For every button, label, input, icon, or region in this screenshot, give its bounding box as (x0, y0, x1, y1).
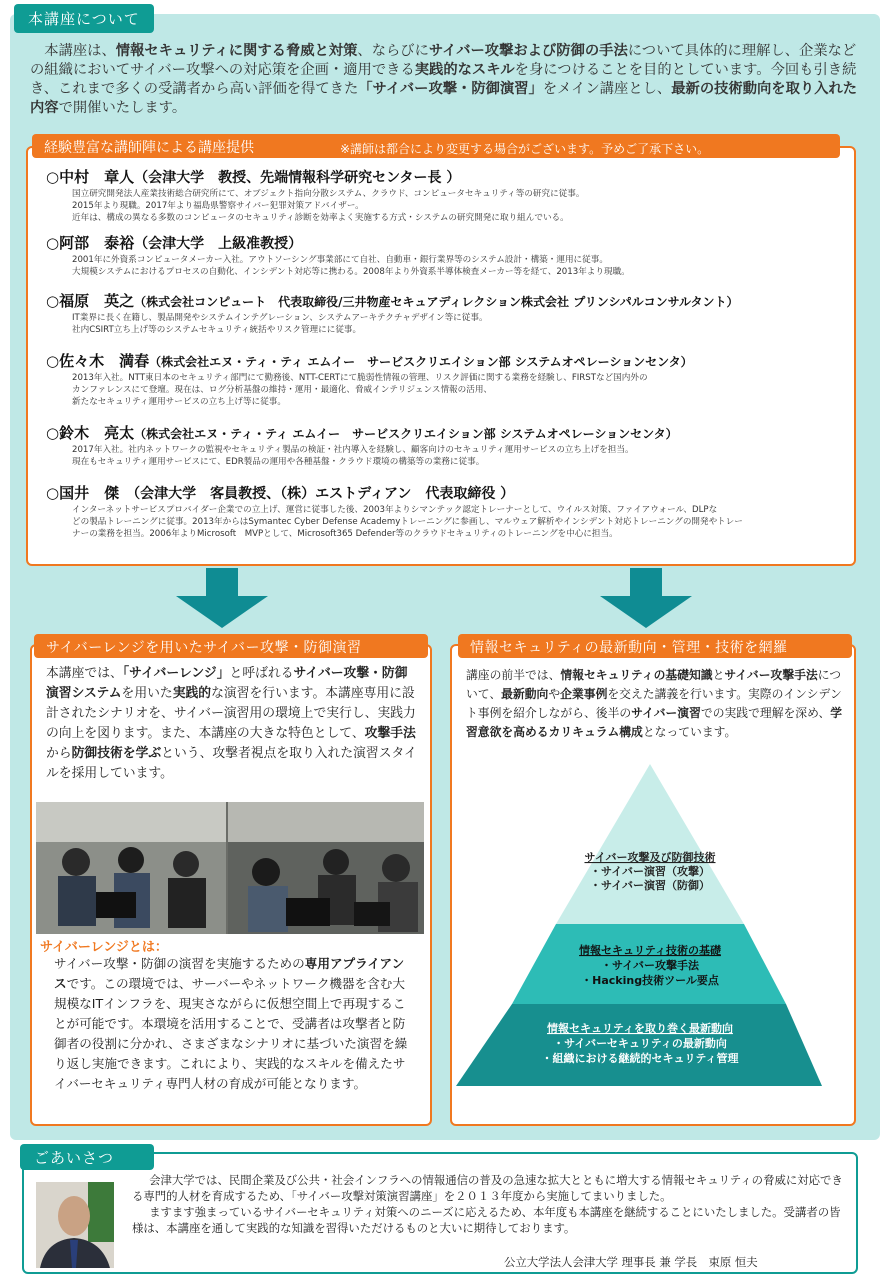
intro-segment: をメイン講座とし、 (542, 81, 672, 97)
about-section-tab: 本講座について (14, 4, 154, 33)
instructor-affiliation: （株式会社エヌ・ティ・ティ エムイー サービスクリエイション部 システムオペレーションセンタ） (149, 355, 693, 369)
trends-body-segment: について、 (466, 668, 842, 701)
range-body-segment: サイバー攻撃・防御演習システム (46, 666, 408, 701)
trends-description (466, 666, 842, 742)
trends-body-segment: や (548, 687, 561, 701)
instructor-name-text: ○中村 章人 (46, 168, 135, 186)
instructor-name-text: ○国井 傑 (46, 484, 120, 502)
pyramid-middle-item-2: ・Hacking技術ツール要点 (581, 974, 719, 987)
intro-segment: 最新の技術動向を取り入れた内容 (30, 81, 858, 116)
pyramid-top-item-2: ・サイバー演習（防御） (589, 879, 711, 892)
instructor-bio-line: 近年は、構成の異なる多数のコンピュータのセキュリティ診断を効率よく実施する方式・システムの研究開発に取り組んでいる。 (72, 213, 569, 223)
trends-body-segment: 講座の前半では、 (466, 668, 561, 682)
instructor-bio-line: 2001年に外資系コンピュータメーカー入社。アウトソーシング事業部にて自社、自動車・銀行業界等のシステム設計・構築・運用に従事。 (72, 255, 608, 265)
instructor-entry (46, 234, 846, 278)
trends-body-segment: 情報セキュリティの基礎知識 (560, 668, 713, 682)
range-body-segment: という、攻撃者視点を取り入れた演習スタイルを採用しています。 (46, 746, 417, 781)
intro-segment: 情報セキュリティに関する脅威と対策 (115, 43, 358, 59)
instructor-affiliation: （会津大学 客員教授、（株）エストディアン 代表取締役 ） (119, 486, 515, 502)
pyramid-top-title: サイバー攻撃及び防御技術 (584, 851, 716, 864)
instructor-name-text: ○阿部 泰裕 (46, 234, 135, 252)
trends-body-segment: 企業事例 (560, 687, 608, 701)
greeting-text (132, 1172, 848, 1236)
instructor-bio-line: IT業界に長く在籍し、製品開発やシステムインテグレーション、システムアーキテクチャデザイン等に従事。 (72, 313, 488, 323)
instructor-bio-line: 現在もセキュリティ運用サービスにて、EDR製品の運用や各種基盤・クラウド環境の構築等の業務に従事。 (72, 457, 485, 467)
training-photo-illustration (36, 802, 424, 934)
range-body-segment: 本講座では、 (46, 666, 123, 681)
pyramid-top-item-1: ・サイバー演習（攻撃） (589, 865, 711, 878)
instructor-affiliation: （株式会社エヌ・ティ・ティ エムイー サービスクリエイション部 システムオペレーションセンタ） (134, 427, 678, 441)
trends-body-segment: となっています。 (642, 725, 737, 739)
greeting-signature: 公立大学法人会津大学 理事長 兼 学長 束原 恒夫 (504, 1255, 758, 1269)
instructor-affiliation: （株式会社コンピュート 代表取締役/三井物産セキュアディレクション株式会社 プリンシパルコンサルタント） (134, 295, 739, 309)
intro-segment: 「サイバー攻撃・防御演習」 (358, 81, 543, 97)
range-body-segment: 「サイバーレンジ」 (122, 666, 230, 681)
range-what-segment: サイバー攻撃・防御の演習を実施するための (54, 956, 305, 971)
instructor-entry (46, 484, 846, 540)
range-body-segment: 実践的 (172, 686, 212, 701)
instructor-entry (46, 168, 846, 224)
cyber-range-what-title: サイバーレンジとは： (40, 940, 168, 955)
range-body-segment: な演習を行います。本講座専用に設計されたシナリオを、サイバー演習用の環境上で実行し、実践力の向上を図ります。また、本講座の大きな特色として、 (46, 686, 416, 741)
down-arrow-right (600, 568, 692, 628)
intro-segment: サイバー攻撃および防御の手法 (428, 43, 628, 59)
trends-body-segment: サイバー攻撃手法 (724, 668, 818, 682)
instructor-bio-line: 社内CSIRT立ち上げ等のシステムセキュリティ統括やリスク管理にに従事。 (72, 325, 362, 335)
pyramid-top-layer (556, 764, 744, 924)
range-tab-label: サイバーレンジを用いたサイバー攻撃・防御演習 (46, 640, 362, 656)
greeting-paragraph-1: 会津大学では、民間企業及び公共・社会インフラへの情報通信の普及の急速な拡大とともに増大する情報セキュリティの脅威に対応できる専門的人材を育成するため、「サイバー攻撃対策演習講座」を２０１３年度から実施してまいりました。 (132, 1173, 843, 1203)
instructor-name (46, 424, 846, 444)
instructor-affiliation: （会津大学 上級准教授） (134, 236, 303, 252)
range-body-segment: を用いた (121, 686, 173, 701)
instructor-name (46, 168, 846, 188)
range-section-tab (34, 634, 428, 658)
intro-segment: で開催いたします。 (58, 100, 187, 116)
intro-paragraph (30, 42, 862, 118)
cyber-range-what-text (54, 954, 410, 1094)
instructor-name (46, 234, 846, 254)
trends-body-segment: 最新動向 (501, 687, 549, 701)
instructor-entry (46, 292, 846, 336)
president-portrait (36, 1182, 114, 1268)
pyramid-middle-title: 情報セキュリティ技術の基礎 (579, 944, 721, 957)
instructor-bio-line: 2015年より現職。2017年より福島県警察サイバー犯罪対策アドバイザー。 (72, 201, 364, 211)
instructor-name-text: ○佐々木 満春 (46, 352, 150, 370)
trends-body-segment: サイバー演習 (631, 706, 701, 720)
instructors-note: ※講師は都合により変更する場合がございます。予めご了承下さい。 (340, 142, 710, 156)
instructors-tab-label: 経験豊富な講師陣による講座提供 (44, 140, 254, 156)
range-what-segment: 専用アプライアンス (54, 956, 405, 991)
intro-segment: を身につけることを目的としています。今回も引き続き、これまで多くの受講者から高い評価を得てきた (30, 62, 857, 97)
greeting-tab-label: ごあいさつ (34, 1149, 115, 1167)
range-description (46, 664, 418, 784)
instructor-bio-line: ナーの業務を担当。2006年よりMicrosoft MVPとして、Microsoft365 Defender等のクラウドセキュリティのトレーニングを中心に担当。 (72, 529, 618, 539)
range-body-segment: 防御技術を学ぶ (71, 746, 162, 761)
pyramid-bottom-title: 情報セキュリティを取り巻く最新動向 (547, 1022, 733, 1035)
greeting-paragraph-2: ますます強まっているサイバーセキュリティ対策へのニーズに応えるため、本年度も本講座を継続することにいたしました。受講者の皆様は、本講座を通して実践的な知識を習得いただけるものと大いに期待しております。 (132, 1205, 841, 1235)
range-what-segment: です。この環境では、サーバーやネットワーク機器を含む大規模なITインフラを、現実さながらに仮想空間上で再現することが可能です。本環境を活用することで、受講者は攻撃者と防御者の役割に分かれ、さまざまなシナリオに基づいた演習を繰り返し実施できます。これにより、実践的なスキルを備えたサイバーセキュリティ専門人材の育成が可能となります。 (54, 976, 408, 1091)
pyramid-middle-item-1: ・サイバー攻撃手法 (600, 959, 700, 972)
trends-body-segment: での実践で理解を深め、 (700, 706, 831, 720)
instructor-affiliation: （会津大学 教授、先端情報科学研究センター長 ） (134, 170, 461, 186)
greeting-section-tab (20, 1144, 154, 1170)
instructor-entry (46, 424, 846, 468)
trends-body-segment: と (712, 668, 725, 682)
trends-body-segment: を交えた講義を行います。実際のインシデント事例を紹介しながら、後半の (466, 687, 842, 720)
instructor-bio-line: インターネットサービスプロバイダー企業での立上げ、運営に従事した後、2003年よりシマンテック認定トレーナーとして、ウイルス対策、ファイアウォール、DLPな (72, 505, 718, 515)
down-arrow-left (176, 568, 268, 628)
curriculum-pyramid (454, 764, 830, 1094)
training-photo (36, 802, 424, 934)
instructor-name-text: ○福原 英之 (46, 292, 135, 310)
instructor-bio-line: どの製品トレーニングに従事。2013年からはSymantec Cyber Defense Academyトレーニングに参画し、マルウェア解析やインシデント対応トレーニングの開発やトレー (72, 517, 743, 527)
intro-segment: 、ならびに (357, 43, 429, 59)
intro-segment: について具体的に理解し、企業などの組織においてサイバー攻撃への対応策を企画・適用できる (30, 43, 857, 78)
intro-segment: 本講座は、 (44, 43, 116, 59)
trends-section-tab (458, 634, 852, 658)
pyramid-bottom-item-1: ・サイバーセキュリティの最新動向 (553, 1037, 727, 1050)
range-body-segment: 攻撃手法 (364, 726, 416, 741)
range-body-segment: から (46, 746, 72, 761)
instructor-entry (46, 352, 846, 408)
instructor-bio-line: カンファレンスにて登壇。現在は、ログ分析基盤の維持・運用・最適化、脅威インテリジェンス情報の活用、 (72, 385, 493, 395)
instructor-name (46, 352, 846, 372)
trends-tab-label: 情報セキュリティの最新動向・管理・技術を網羅 (470, 640, 788, 656)
instructor-bio-line: 2013年入社。NTT東日本のセキュリティ部門にて勤務後、NTT-CERTにて脆弱性情報の管理、リスク評価に関する業務を経験し、FIRSTなど国内外の (72, 373, 648, 383)
intro-segment: 実践的なスキル (414, 62, 515, 78)
president-portrait-illustration (36, 1182, 114, 1268)
pyramid-bottom-item-2: ・組織における継続的セキュリティ管理 (541, 1052, 739, 1065)
instructor-bio-line: 大規模システムにおけるプロセスの自動化、インシデント対応等に携わる。2008年より外資系半導体検査メーカー等を経て、2013年より現職。 (72, 267, 630, 277)
range-body-segment: と呼ばれる (229, 666, 294, 681)
trends-body-segment: 学習意欲を高めるカリキュラム構成 (466, 706, 843, 739)
intro-text (30, 42, 862, 118)
instructor-bio-line: 2017年入社。社内ネットワークの監視やセキュリティ製品の検証・社内導入を経験し、顧客向けのセキュリティ運用サービスの立ち上げを担当。 (72, 445, 634, 455)
instructor-bio-line: 新たなセキュリティ運用サービスの立ち上げ等に従事。 (72, 397, 286, 407)
instructor-name-text: ○鈴木 亮太 (46, 424, 135, 442)
instructor-bio-line: 国立研究開発法人産業技術総合研究所にて、オブジェクト指向分散システム、クラウド、コンピュータセキュリティ等の研究に従事。 (72, 189, 585, 199)
instructor-name (46, 292, 846, 312)
instructor-name (46, 484, 846, 504)
